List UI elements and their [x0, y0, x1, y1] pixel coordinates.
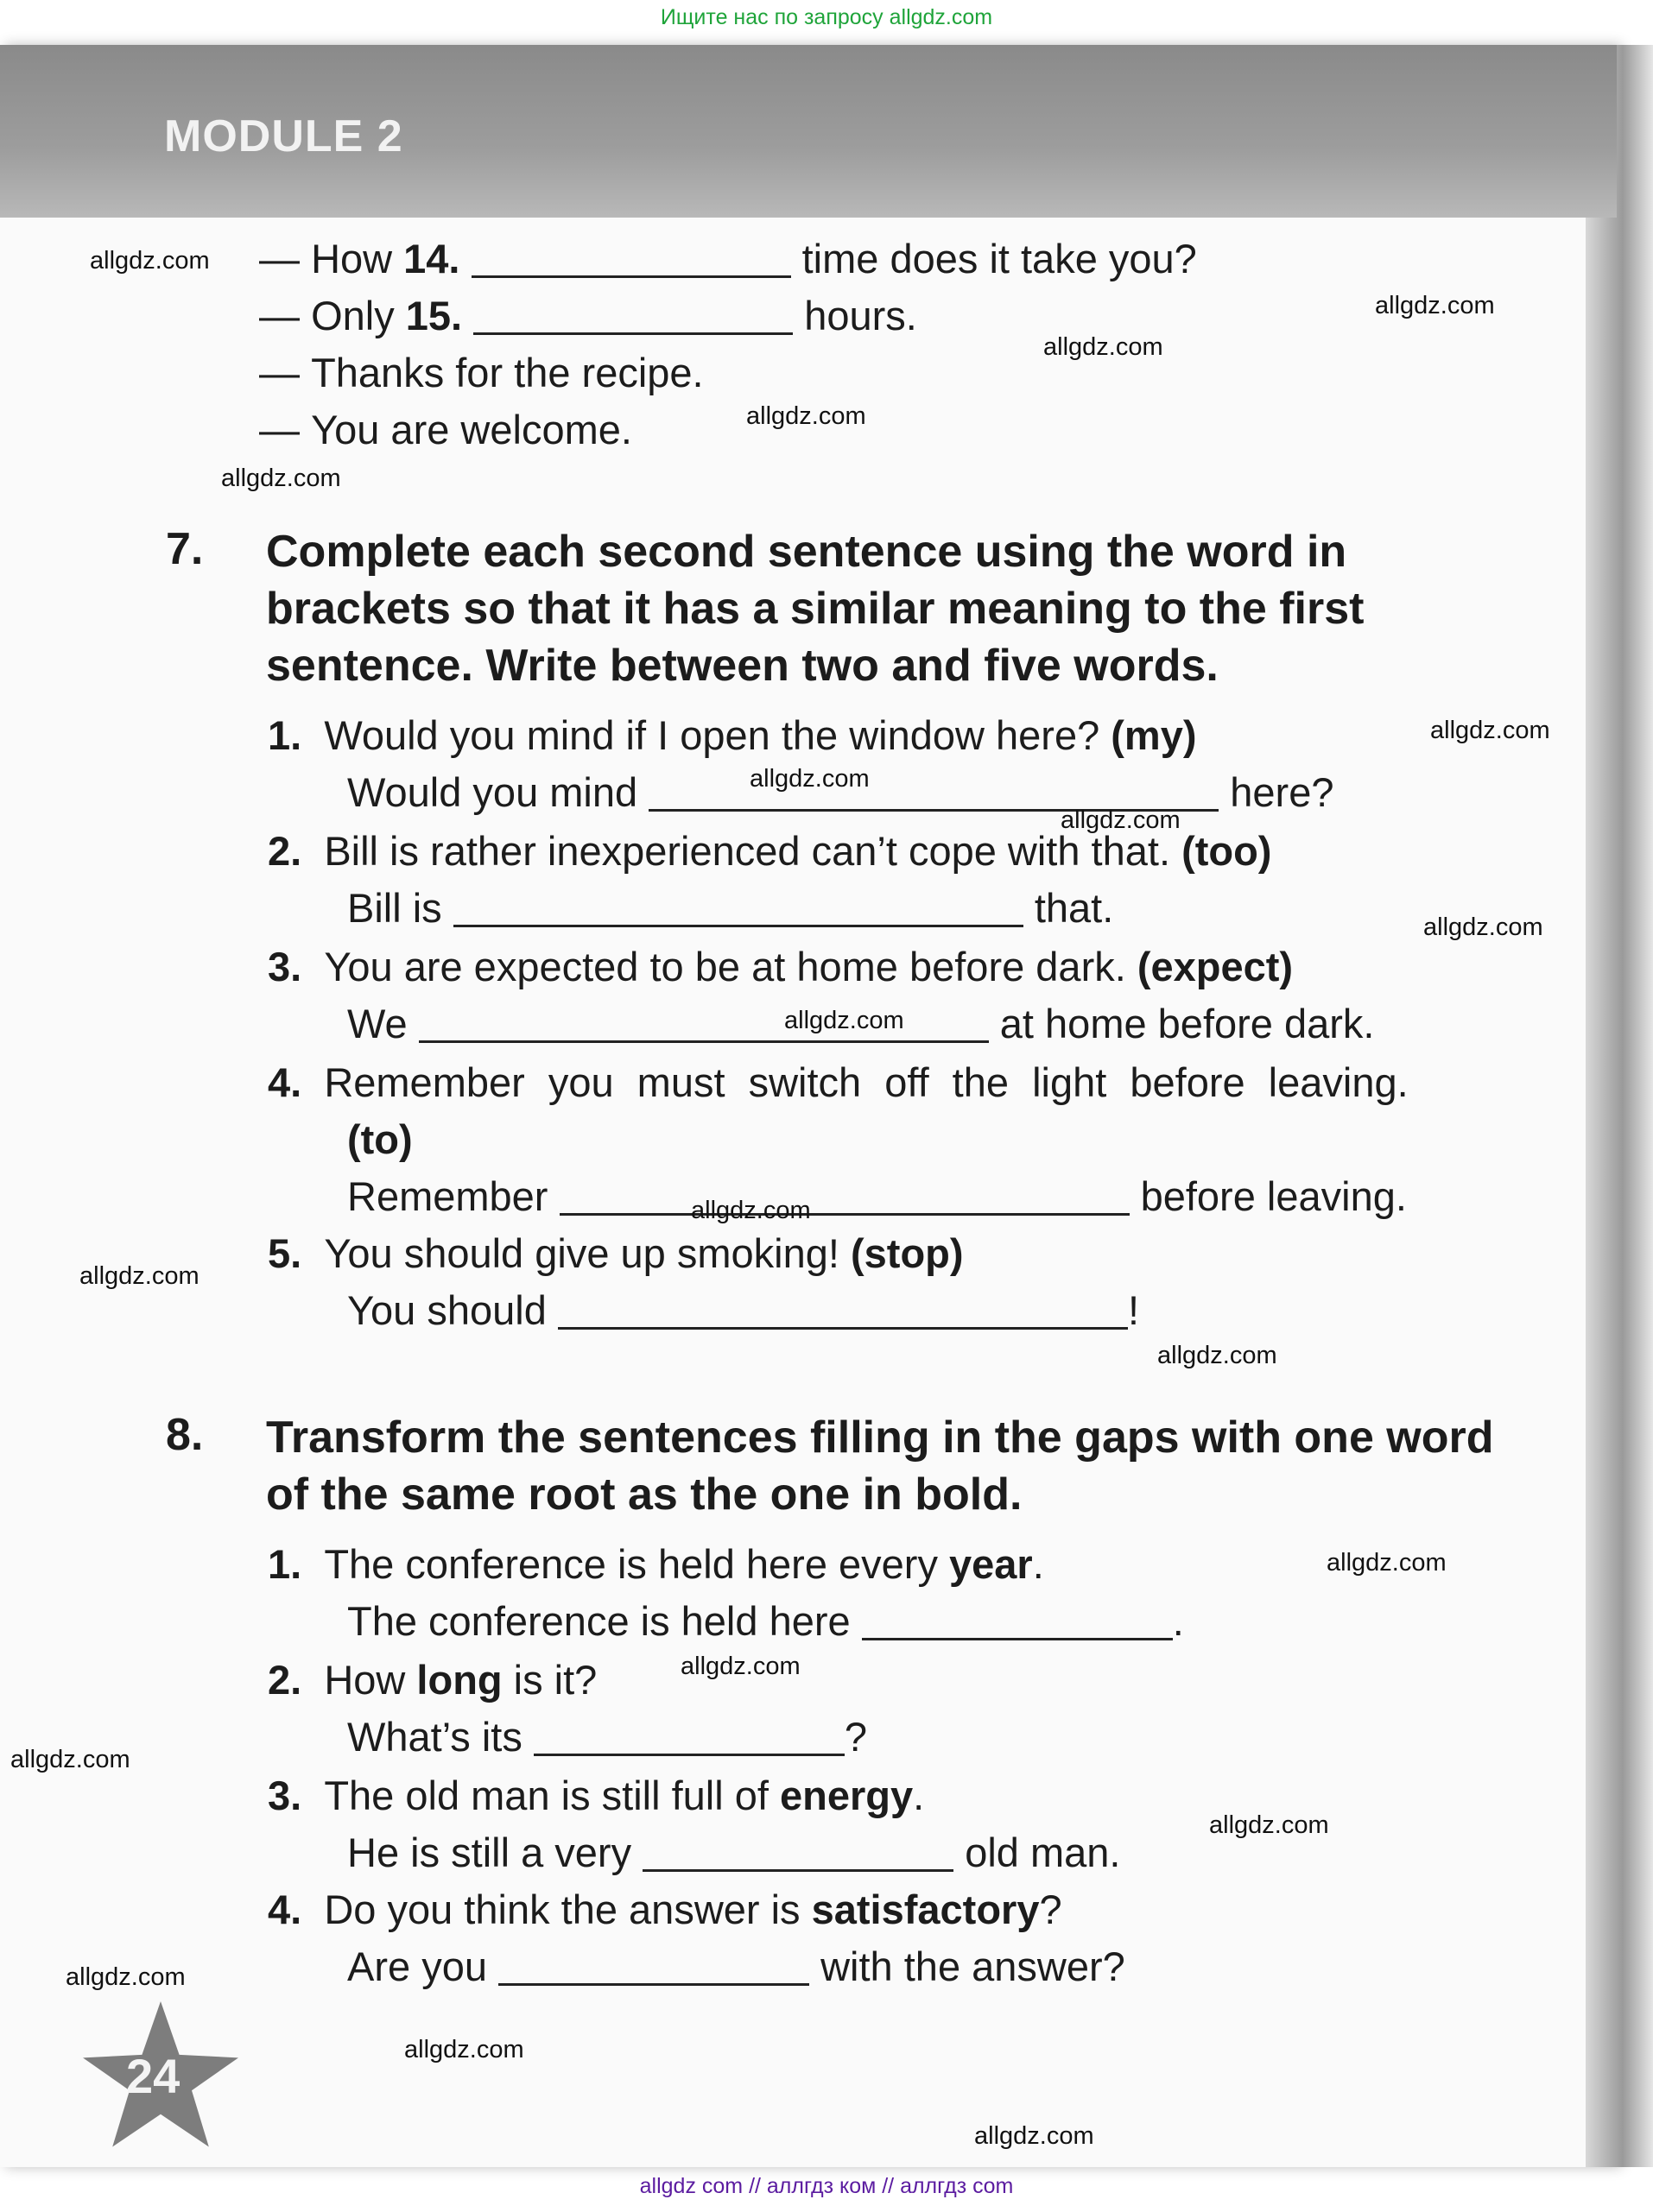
task-7-item-5-rewrite: You should ! — [347, 1287, 1139, 1333]
task-8-item-2: 2. How long is it? — [268, 1657, 598, 1703]
answer-blank[interactable] — [472, 241, 791, 278]
watermark: allgdz.com — [1209, 1811, 1329, 1839]
task-8-instructions: Transform the sentences filling in the gaps with one word of the same root as the one in bold. — [266, 1413, 1494, 1520]
watermark: allgdz.com — [784, 1007, 904, 1034]
task-8-item-1: 1. The conference is held here every year. — [268, 1541, 1044, 1587]
watermark: allgdz.com — [90, 247, 210, 275]
answer-blank[interactable] — [453, 890, 1023, 927]
task-7-instructions: Complete each second sentence using the word in brackets so that it has a similar meaning to the first sentence. Write between two and five words. — [266, 527, 1365, 691]
dialogue-line-14: — How 14. time does it take you? — [259, 236, 1197, 281]
task-8-item-4: 4. Do you think the answer is satisfactory? — [268, 1887, 1062, 1932]
task-7-item-2: 2. Bill is rather inexperienced can’t cope with that. (too) — [268, 828, 1272, 874]
answer-blank[interactable] — [560, 1179, 1130, 1216]
answer-blank[interactable] — [643, 1835, 953, 1872]
bottom-site-links[interactable]: allgdz com // аллгдз ком // аллгдз com — [639, 2174, 1014, 2198]
answer-blank[interactable] — [473, 298, 793, 335]
task-7-item-1-rewrite: Would you mind here? — [347, 769, 1334, 815]
page-binding-shadow — [1586, 45, 1653, 2167]
task-7-item-4: 4. Remember you must switch off the light before leaving. — [268, 1059, 1409, 1105]
task-7-item-4-keyword: (to) — [347, 1116, 413, 1162]
task-8-item-1-rewrite: The conference is held here . — [347, 1598, 1184, 1644]
watermark: allgdz.com — [746, 402, 866, 430]
watermark: allgdz.com — [1157, 1342, 1277, 1369]
answer-blank[interactable] — [862, 1603, 1173, 1640]
dialogue-line-thanks: — Thanks for the recipe. — [259, 350, 704, 395]
task-7-item-4-rewrite: Remember before leaving. — [347, 1173, 1407, 1219]
task-7-number: 7. — [166, 524, 204, 574]
task-7-item-3-rewrite: We at home before dark. — [347, 1001, 1375, 1046]
dialogue-line-welcome: — You are welcome. — [259, 407, 632, 452]
watermark: allgdz.com — [1043, 333, 1163, 361]
answer-blank[interactable] — [498, 1949, 809, 1986]
task-8-item-2-rewrite: What’s its ? — [347, 1714, 868, 1760]
task-8-item-3: 3. The old man is still full of energy. — [268, 1773, 925, 1818]
watermark: allgdz.com — [66, 1963, 186, 1991]
task-8-number: 8. — [166, 1410, 204, 1460]
task-7-item-2-rewrite: Bill is that. — [347, 885, 1114, 931]
page-number: 24 — [126, 2049, 180, 2103]
watermark: allgdz.com — [681, 1653, 801, 1680]
watermark: allgdz.com — [221, 465, 341, 492]
watermark: allgdz.com — [1327, 1549, 1447, 1577]
watermark: allgdz.com — [691, 1197, 811, 1224]
task-7-item-5: 5. You should give up smoking! (stop) — [268, 1230, 964, 1276]
watermark: allgdz.com — [10, 1746, 130, 1773]
watermark: allgdz.com — [750, 765, 870, 793]
task-8-item-3-rewrite: He is still a very old man. — [347, 1830, 1121, 1875]
watermark: allgdz.com — [1375, 292, 1495, 319]
watermark: allgdz.com — [1061, 806, 1181, 834]
answer-blank[interactable] — [534, 1719, 845, 1756]
watermark: allgdz.com — [1430, 717, 1550, 744]
task-7-item-3: 3. You are expected to be at home before dark. (expect) — [268, 944, 1294, 989]
watermark: allgdz.com — [1423, 913, 1543, 941]
top-search-banner[interactable]: Ищите нас по запросу allgdz.com — [660, 5, 993, 29]
watermark: allgdz.com — [974, 2122, 1094, 2150]
task-7-item-1: 1. Would you mind if I open the window here? (my) — [268, 712, 1197, 758]
task-8-item-4-rewrite: Are you with the answer? — [347, 1943, 1125, 1989]
answer-blank[interactable] — [558, 1292, 1128, 1330]
watermark: allgdz.com — [404, 2036, 524, 2063]
dialogue-line-15: — Only 15. hours. — [259, 293, 917, 338]
module-title: MODULE 2 — [164, 111, 403, 161]
watermark: allgdz.com — [79, 1262, 200, 1290]
